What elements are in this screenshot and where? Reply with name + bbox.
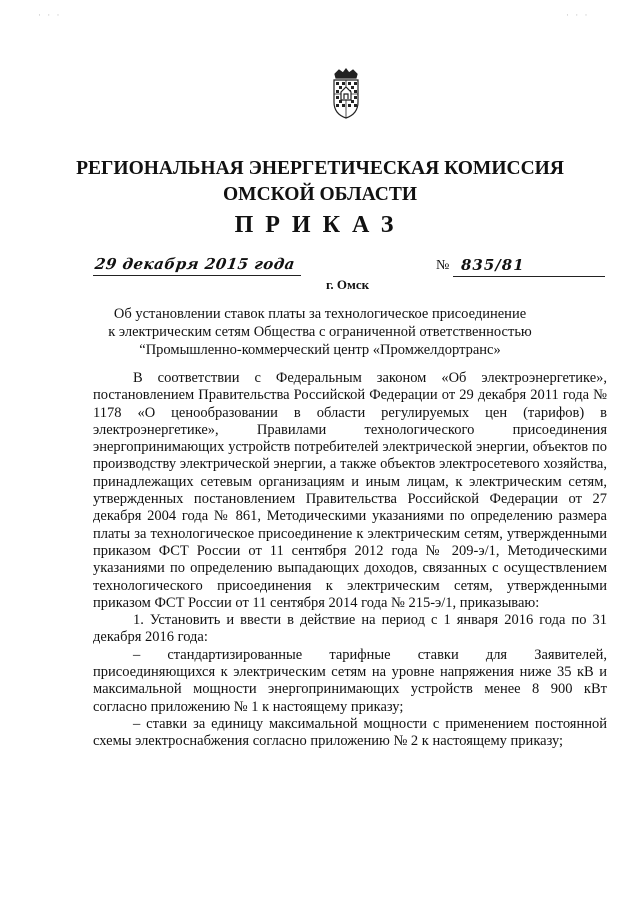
document-title: ПРИКАЗ	[234, 212, 406, 238]
order-subitem-1: – стандартизированные тарифные ставки для Заявителей, присоединяющихся к электрическим сетям на уровне напряжения ниже 35 кВ и максимальной мощности энергопринимающих устройств менее 8 900 кВт согласно приложению № 1 к настоящему приказу;	[93, 646, 607, 715]
handwritten-date: 29 декабря 2015 года	[93, 255, 297, 273]
number-label: №	[436, 258, 450, 273]
order-item-1: 1. Установить и ввести в действие на период с 1 января 2016 года по 31 декабря 2016 года:	[93, 612, 607, 646]
org-name-line-2: ОМСКОЙ ОБЛАСТИ	[223, 184, 417, 205]
org-name-line-1: РЕГИОНАЛЬНАЯ ЭНЕРГЕТИЧЕСКАЯ КОМИССИЯ	[76, 158, 564, 179]
subject-block	[0, 305, 640, 359]
scan-mark-right: · · ·	[566, 10, 590, 20]
handwritten-number: 835/81	[461, 256, 525, 274]
subject-line-2: к электрическим сетям Общества с ограниченной ответственностью	[108, 324, 532, 340]
document-body	[93, 370, 607, 751]
subject-line-3: “Промышленно-коммерческий центр «Промжелдортранс»	[139, 342, 501, 358]
date-field	[93, 255, 301, 276]
scan-mark-left: · · ·	[38, 10, 62, 20]
number-field	[453, 256, 605, 277]
coat-of-arms-icon	[331, 68, 361, 120]
city-label: г. Омск	[326, 277, 370, 292]
subject-line-1: Об установлении ставок платы за технологическое присоединение	[113, 306, 527, 322]
preamble-paragraph: В соответствии с Федеральным законом «Об электроэнергетике», постановлением Правительства Российской Федерации от 29 декабря 2011 года № 1178 «О ценообразовании в области регулируемых цен (тарифов) в электроэнергетике», Правилами технологического присоединения энергопринимающих устройств потребителей электрической энергии, объектов по производству электрической энергии, а также объектов электросетевого хозяйства, принадлежащих сетевым организациям и иным лицам, к электрическим сетям, утвержденных постановлением Правительства Российской Федерации от 27 декабря 2004 года № 861, Методическими указаниями по определению размера платы за технологическое присоединение к электрическим сетям, утвержденными приказом ФСТ России от 11 сентября 2012 года № 209-э/1, Методическими указаниями по определению выпадающих доходов, связанных с осуществлением технологического присоединения к электрическим сетям, утвержденными приказом ФСТ России от 11 сентября 2014 года № 215-э/1, приказываю:	[93, 370, 607, 611]
order-subitem-2: – ставки за единицу максимальной мощности с применением постоянной схемы электроснабжения согласно приложению № 2 к настоящему приказу;	[93, 715, 607, 750]
